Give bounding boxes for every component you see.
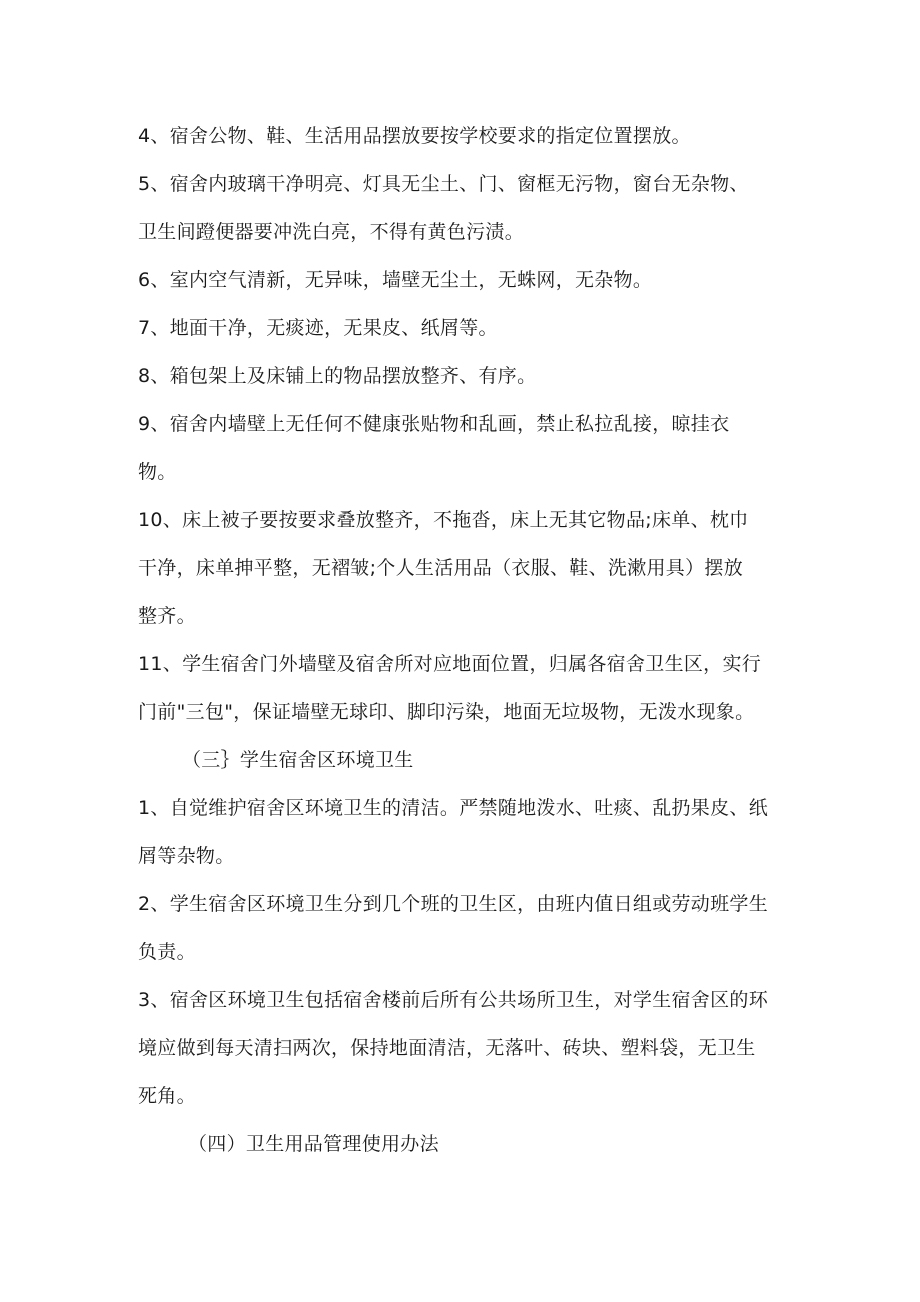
- section-heading-3: [138, 736, 788, 784]
- rule-item-11: [138, 640, 788, 736]
- section-heading-text: （三｝学生宿舍区环境卫生: [182, 749, 414, 771]
- rule-item-8: [138, 352, 788, 400]
- rule-item-7: [138, 304, 788, 352]
- rule-item-10: [138, 496, 788, 640]
- text-line: 5、宿舍内玻璃干净明亮、灯具无尘土、门、窗框无污物，窗台无杂物、: [138, 173, 749, 195]
- text-line: 整齐。: [138, 605, 196, 627]
- text-line: 11、学生宿舍门外墙壁及宿舍所对应地面位置，归属各宿舍卫生区，实行: [138, 653, 762, 675]
- section-heading-text: （四）卫生用品管理使用办法: [188, 1133, 439, 1155]
- text-line: 10、床上被子要按要求叠放整齐，不拖沓，床上无其它物品;床单、枕巾: [138, 509, 749, 531]
- text-line: 境应做到每天清扫两次，保持地面清洁，无落叶、砖块、塑料袋，无卫生: [138, 1037, 756, 1059]
- rule-item-5: [138, 160, 788, 256]
- rule-item-4: [138, 112, 788, 160]
- text-line: 6、室内空气清新，无异味，墙壁无尘土，无蛛网，无杂物。: [138, 269, 653, 291]
- text-line: 死角。: [138, 1085, 196, 1107]
- text-line: 负责。: [138, 941, 196, 963]
- text-line: 物。: [138, 461, 177, 483]
- text-line: 3、宿舍区环境卫生包括宿舍楼前后所有公共场所卫生，对学生宿舍区的环: [138, 989, 768, 1011]
- text-line: 屑等杂物。: [138, 845, 235, 867]
- text-line: 卫生间蹬便器要冲洗白亮，不得有黄色污渍。: [138, 221, 525, 243]
- text-line: 1、自觉维护宿舍区环境卫生的清洁。严禁随地泼水、吐痰、乱扔果皮、纸: [138, 797, 768, 819]
- text-line: 2、学生宿舍区环境卫生分到几个班的卫生区，由班内值日组或劳动班学生: [138, 893, 768, 915]
- rule-item-6: [138, 256, 788, 304]
- env-item-2: [138, 880, 788, 976]
- text-line: 门前"三包"，保证墙壁无球印、脚印污染，地面无垃圾物，无泼水现象。: [138, 701, 755, 723]
- text-line: 9、宿舍内墙壁上无任何不健康张贴物和乱画，禁止私拉乱接，晾挂衣: [138, 413, 730, 435]
- document-body: [138, 112, 788, 1168]
- rule-item-9: [138, 400, 788, 496]
- text-line: 干净，床单抻平整，无褶皱;个人生活用品（衣服、鞋、洗漱用具）摆放: [138, 557, 744, 579]
- env-item-1: [138, 784, 788, 880]
- section-heading-4: [138, 1120, 788, 1168]
- env-item-3: [138, 976, 788, 1120]
- text-line: 4、宿舍公物、鞋、生活用品摆放要按学校要求的指定位置摆放。: [138, 125, 691, 147]
- text-line: 7、地面干净，无痰迹，无果皮、纸屑等。: [138, 317, 498, 339]
- text-line: 8、箱包架上及床铺上的物品摆放整齐、有序。: [138, 365, 537, 387]
